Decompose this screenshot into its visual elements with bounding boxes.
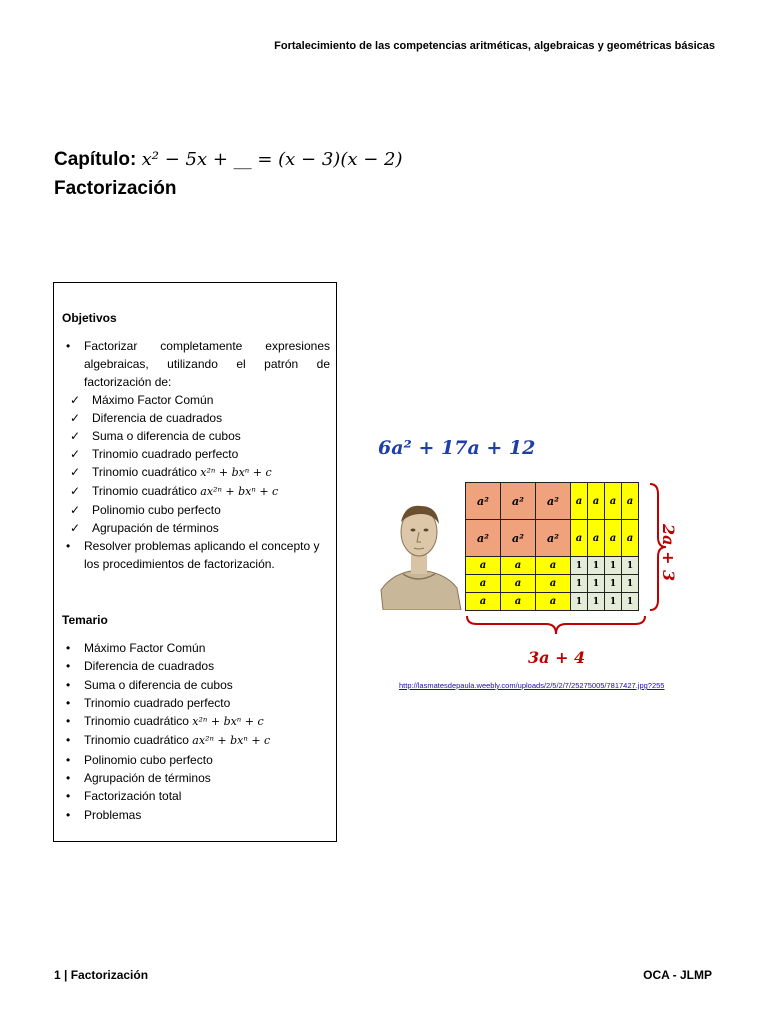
objective-math: x²ⁿ + bxⁿ + c — [200, 466, 272, 479]
tile-a: a — [571, 483, 588, 520]
tile-one: 1 — [588, 593, 605, 611]
tile-one: 1 — [571, 557, 588, 575]
tile-one: 1 — [622, 593, 639, 611]
polynomial-expression: 6a² + 17a + 12 — [378, 437, 536, 459]
temario-math: x²ⁿ + bxⁿ + c — [192, 715, 264, 729]
temario-item: • Trinomio cuadrado perfecto — [62, 694, 330, 712]
temario-item: • Suma o diferencia de cubos — [62, 676, 330, 694]
tile-a: a — [588, 483, 605, 520]
tile-a: a — [466, 575, 501, 593]
page-header: Fortalecimiento de las competencias aritméticas, algebraicas y geométricas básicas — [274, 40, 715, 52]
objective-check: ✓ Diferencia de cuadrados — [70, 409, 330, 427]
tile-a: a — [501, 575, 536, 593]
tile-a: a — [605, 483, 622, 520]
temario-item: • Factorización total — [62, 787, 330, 805]
temario-item-math — [62, 731, 330, 750]
objective-check: ✓ Polinomio cubo perfecto — [70, 501, 330, 519]
tile-one: 1 — [605, 575, 622, 593]
objectives-box — [53, 282, 337, 842]
objective-check: ✓ Suma o diferencia de cubos — [70, 427, 330, 445]
tile-a-squared: a² — [466, 520, 501, 557]
tile-row — [466, 575, 639, 593]
footer-author: OCA - JLMP — [643, 968, 712, 982]
objective-second: • Resolver problemas aplicando el concepto y los procedimientos de factorización. — [62, 537, 330, 573]
algebra-tiles-grid — [465, 482, 639, 611]
tile-a-squared: a² — [536, 520, 571, 557]
tile-a-squared: a² — [536, 483, 571, 520]
temario-label: Trinomio cuadrático — [84, 714, 189, 729]
objective-check: ✓ Trinomio cuadrado perfecto — [70, 445, 330, 463]
objective-math: ax²ⁿ + bxⁿ + c — [200, 485, 279, 498]
tile-a-squared: a² — [501, 520, 536, 557]
temario-item: • Polinomio cubo perfecto — [62, 751, 330, 769]
temario-item-math — [62, 712, 330, 731]
tile-one: 1 — [622, 557, 639, 575]
tile-a: a — [605, 520, 622, 557]
tile-row — [466, 520, 639, 557]
bottom-length-label: 3a + 4 — [528, 648, 586, 667]
tile-a: a — [622, 483, 639, 520]
objective-check-math — [70, 463, 330, 482]
chapter-equation: x² − 5x + __ = (x − 3)(x − 2) — [141, 149, 403, 170]
footer-page-label: 1 | Factorización — [54, 968, 149, 982]
bottom-brace-icon — [465, 614, 647, 638]
side-length-label: 2a + 3 — [659, 524, 678, 582]
objective-check: ✓ Máximo Factor Común — [70, 391, 330, 409]
objective-intro: • Factorizar completamente expresiones algebraicas, utilizando el patrón de factorización de: — [62, 337, 330, 391]
tile-row — [466, 593, 639, 611]
tile-one: 1 — [605, 593, 622, 611]
tile-a-squared: a² — [466, 483, 501, 520]
tile-one: 1 — [588, 557, 605, 575]
objective-check-label: Trinomio cuadrático — [92, 484, 197, 498]
temario-item: • Máximo Factor Común — [62, 639, 330, 657]
tile-a: a — [536, 557, 571, 575]
objective-check-label: Trinomio cuadrático — [92, 465, 197, 479]
tile-one: 1 — [588, 575, 605, 593]
temario-math: ax²ⁿ + bxⁿ + c — [192, 734, 271, 748]
source-link[interactable]: http://lasmatesdepaula.weebly.com/uploads/2/5/2/7/25275005/7817427.jpg?255 — [399, 681, 665, 690]
tile-a: a — [536, 575, 571, 593]
tile-a: a — [466, 593, 501, 611]
tile-row — [466, 557, 639, 575]
tile-a: a — [622, 520, 639, 557]
objective-check: ✓ Agrupación de términos — [70, 519, 330, 537]
bust-portrait-image — [373, 492, 463, 610]
tile-a: a — [571, 520, 588, 557]
temario-item: • Problemas — [62, 806, 330, 824]
tile-one: 1 — [571, 575, 588, 593]
temario-heading: Temario — [62, 613, 108, 627]
tile-one: 1 — [605, 557, 622, 575]
objetivos-heading: Objetivos — [62, 311, 117, 325]
temario-item: • Agrupación de términos — [62, 769, 330, 787]
tile-a: a — [501, 593, 536, 611]
temario-item: • Diferencia de cuadrados — [62, 657, 330, 675]
temario-label: Trinomio cuadrático — [84, 733, 189, 748]
tile-row — [466, 483, 639, 520]
tile-a-squared: a² — [501, 483, 536, 520]
tile-a: a — [501, 557, 536, 575]
tile-a: a — [588, 520, 605, 557]
objective-check-math — [70, 482, 330, 501]
chapter-title — [54, 146, 403, 174]
tile-a: a — [536, 593, 571, 611]
page-subtitle: Factorización — [54, 178, 177, 199]
chapter-label: Capítulo: — [54, 149, 137, 170]
tile-one: 1 — [571, 593, 588, 611]
tile-a: a — [466, 557, 501, 575]
tile-one: 1 — [622, 575, 639, 593]
